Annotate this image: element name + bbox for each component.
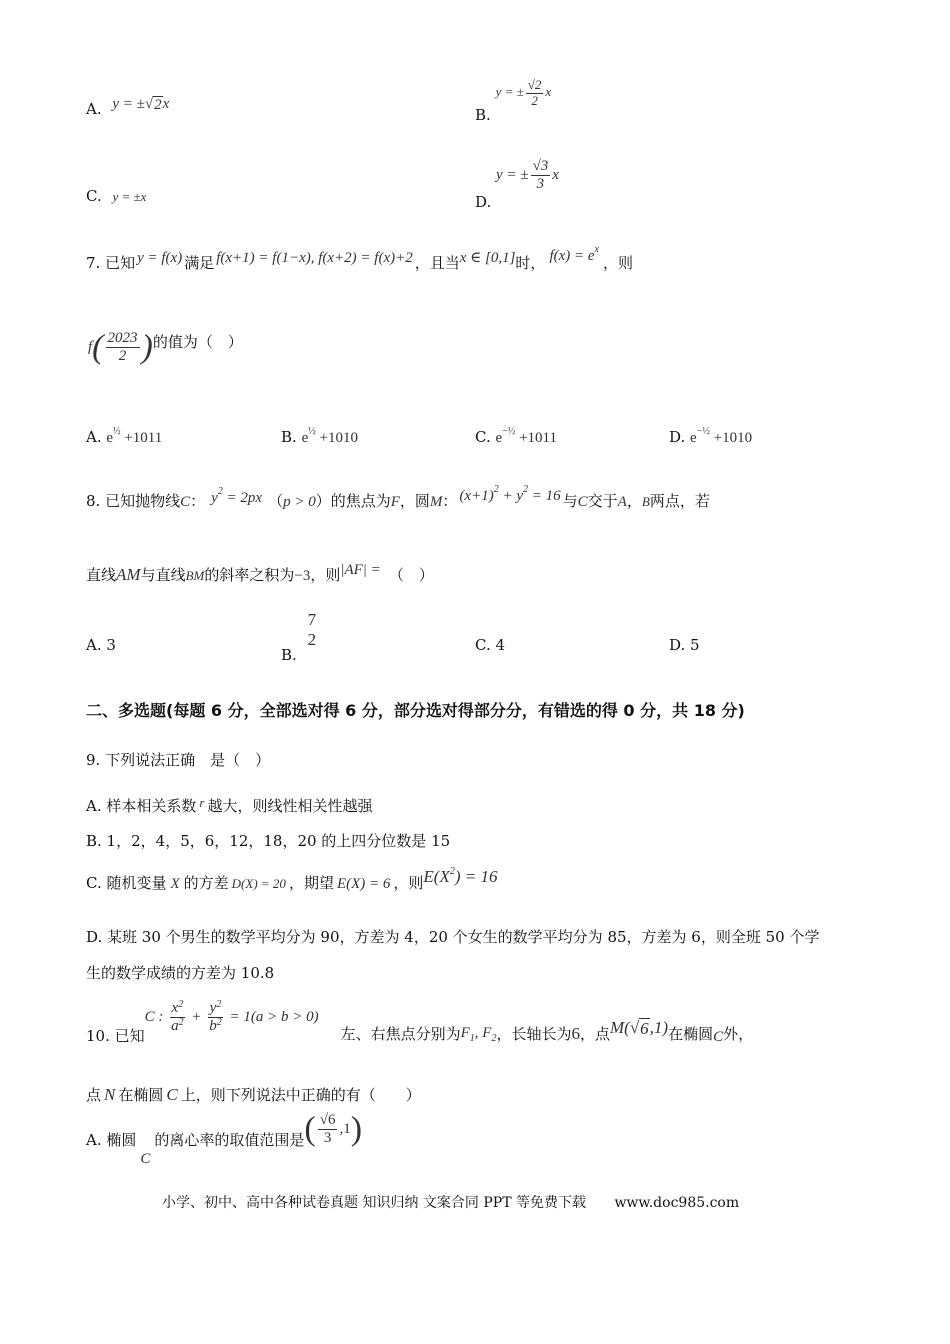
q7-math-fx-ex: $f(x) = e^x$ xyxy=(549,244,599,264)
q9-stem: 9. 下列说法正确 是（ ） xyxy=(86,751,271,769)
q8-option-d: D. 5 xyxy=(669,636,700,654)
q10-option-a-interval: ( $\frac{√6}{3}$ ,1) xyxy=(304,1110,363,1148)
q8-option-c: C. 4 xyxy=(475,636,506,654)
q8-math-parabola: $y^2 = 2px$ xyxy=(211,486,263,506)
q7-math-interval: x ∈ [0,1] xyxy=(459,250,516,266)
q8-math-af: |AF| = xyxy=(340,562,381,578)
q6-option-b: B. y = ± $\frac{√2}{2}$ x xyxy=(475,77,552,125)
q7-option-c: C. $e^{-\frac{1}{2}} +1011$ xyxy=(475,426,557,446)
footer xyxy=(162,1192,739,1212)
q10-stem-line1: 10. 已知C : $\frac{x^2}{a^2}$ + $\frac{y^2}{b^2}$ = 1(a > b > 0)左、右焦点分别为$F_1$, $F_2$，长轴长为6，点M( √ 6 ,1)在椭圆C外， xyxy=(86,999,754,1046)
q7-option-c-math: $e^{-\frac{1}{2}} +1011$ xyxy=(495,426,557,446)
q6-option-c-math: y = ±x xyxy=(112,189,147,204)
q9-option-c: C. 随机变量 X 的方差 D(X) = 20 ，期望 E(X) = 6 ，则$E(X^2) = 16$ xyxy=(86,866,498,892)
q6-option-d: D. y = ± $\frac{√3}{3}$ x xyxy=(475,158,559,212)
q6-option-b-math: y = ± $\frac{√2}{2}$ x xyxy=(495,77,552,108)
q10-option-a: A. 椭圆C的离心率的取值范围是( $\frac{√6}{3}$ ,1) xyxy=(86,1110,363,1168)
q6-option-a: A. y = ± √ 2 x xyxy=(86,96,170,118)
q8-stem-line2: 直线AM与直线BM的斜率之积为−3，则|AF| = （ ） xyxy=(86,562,434,584)
q7-option-d-math: $e^{-\frac{1}{2}} +1010$ xyxy=(690,426,753,446)
q7-option-b-math: $e^{\frac{1}{2}} +1010$ xyxy=(301,426,358,446)
q7-math-f-2023-2: f( $\frac{2023}{2}$ ) xyxy=(88,328,153,366)
q6-option-d-math: y = ± $\frac{√3}{3}$ x xyxy=(496,158,559,193)
section-2-heading: 二、多选题(每题 6 分，全部选对得 6 分，部分选对得部分分，有错选的得 0 分，共 18 分) xyxy=(86,701,745,720)
footer-url[interactable]: www.doc985.com xyxy=(614,1195,740,1211)
footer-text: 小学、初中、高中各种试卷真题 知识归纳 文案合同 PPT 等免费下载 xyxy=(162,1195,586,1211)
q8-option-a: A. 3 xyxy=(86,636,116,654)
q8-math-circle: $(x+1)^2 + y^2 = 16$ xyxy=(459,484,561,504)
q7-stem-line1: 7. 已知 y = f(x) 满足 f(x+1) = f(1−x), f(x+2) = f(x)+2 ，且当x ∈ [0,1]时， $f(x) = e^x$，则 xyxy=(86,244,634,272)
q7-math-functional-eq: f(x+1) = f(1−x), f(x+2) = f(x)+2 xyxy=(216,250,413,266)
q8-option-b-math: 7 2 xyxy=(307,610,317,649)
q9-option-a: A. 样本相关系数 r 越大，则线性相关性越强 xyxy=(86,795,373,815)
q9-option-d-line1: D. 某班 30 个男生的数学平均分为 90，方差为 4，20 个女生的数学平均分为 85，方差为 6，则全班 50 个学 xyxy=(86,928,820,946)
q7-option-a: A. $e^{\frac{1}{2}} +1011$ xyxy=(86,426,163,446)
q7-math-y-fx: y = f(x) xyxy=(137,250,183,266)
q9-option-b: B. 1，2，4，5，6，12，18，20 的上四分位数是 15 xyxy=(86,832,451,850)
q8-stem-line1: 8. 已知抛物线C： $y^2 = 2px$ （p > 0）的焦点为F，圆M： $(x+1)^2 + y^2 = 16$ 与C交于A，B两点，若 xyxy=(86,484,710,510)
q7-option-d: D. $e^{-\frac{1}{2}} +1010$ xyxy=(669,426,753,446)
q8-option-b: B. 7 2 xyxy=(281,610,317,664)
q7-option-a-math: $e^{\frac{1}{2}} +1011$ xyxy=(106,426,163,446)
q9-option-d-line2: 生的数学成绩的方差为 10.8 xyxy=(86,964,275,982)
q6-option-c: C. y = ±x xyxy=(86,187,147,205)
q9-math-ex2: $E(X^2) = 16$ xyxy=(423,866,498,886)
q10-stem-line2: 点 N 在椭圆 C 上，则下列说法中正确的有（ ） xyxy=(86,1085,421,1104)
q10-math-point-m: M( √ 6 ,1) xyxy=(610,1018,669,1039)
q6-option-a-math: y = ± √ 2 x xyxy=(112,96,170,113)
q7-stem-line2: f( $\frac{2023}{2}$ )的值为（ ） xyxy=(88,328,243,366)
q10-math-ellipse: C : $\frac{x^2}{a^2}$ + $\frac{y^2}{b^2}$ = 1(a > b > 0) xyxy=(144,999,319,1035)
q7-option-b: B. $e^{\frac{1}{2}} +1010$ xyxy=(281,426,358,446)
